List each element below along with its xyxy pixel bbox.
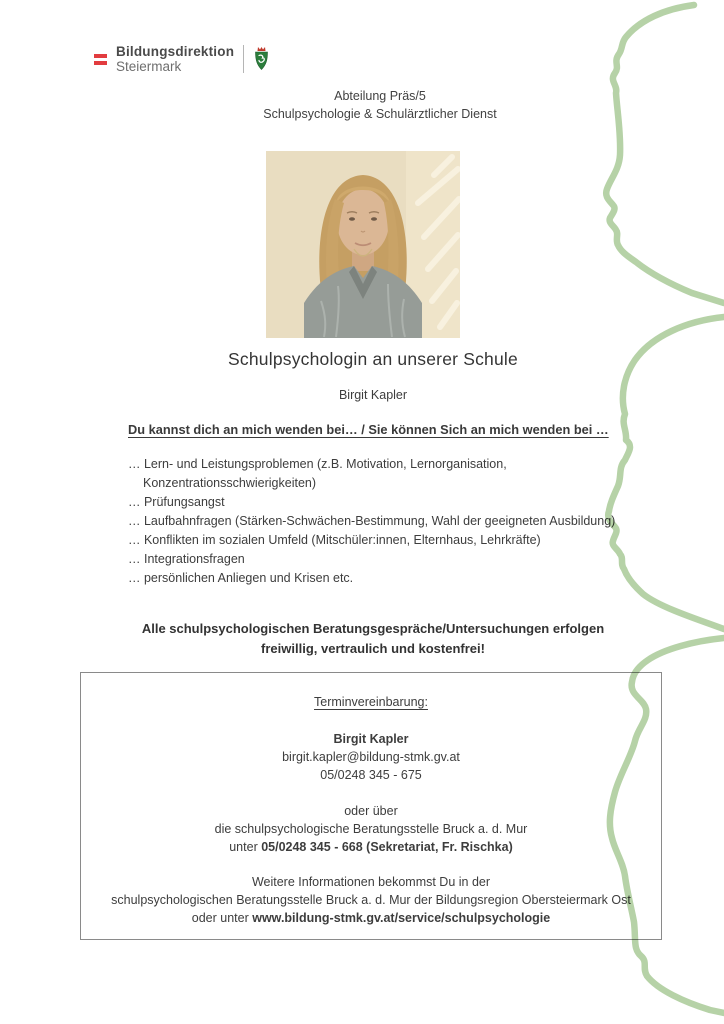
appointment-contact-name: Birgit Kapler	[333, 732, 409, 746]
appointment-phone: 05/0248 345 - 675	[320, 768, 422, 782]
bildungsdirektion-logo	[94, 44, 270, 74]
logo-org-name: Bildungsdirektion	[116, 44, 235, 59]
appointment-alt-phone-line	[81, 838, 661, 856]
topic-item: … Integrationsfragen	[128, 552, 245, 566]
department-line2: Schulpsychologie & Schulärztlicher Dienst	[263, 107, 497, 121]
appointment-info-line2: schulpsychologischen Beratungsstelle Bruck a. d. Mur der Bildungsregion Obersteiermark Ost	[111, 893, 631, 907]
austria-flag-icon	[94, 54, 107, 65]
topic-item: … persönlichen Anliegen und Krisen etc.	[128, 571, 354, 585]
styria-crest-icon	[253, 46, 270, 72]
department-header	[38, 87, 722, 123]
alt-phone-prefix: unter	[229, 840, 262, 854]
page-title: Schulpsychologin an unserer Schule	[228, 349, 518, 369]
appointment-alt-office: die schulpsychologische Beratungsstelle Bruck a. d. Mur	[214, 822, 528, 836]
department-line1: Abteilung Präs/5	[334, 89, 426, 103]
notice-line2: freiwillig, vertraulich und kostenfrei!	[261, 641, 485, 656]
person-name: Birgit Kapler	[338, 388, 408, 402]
topic-item: … Laufbahnfragen (Stärken-Schwächen-Bestimmung, Wahl der geeigneten Ausbildung)	[128, 514, 616, 528]
contact-heading: Du kannst dich an mich wenden bei… / Sie können Sich an mich wenden bei …	[128, 422, 609, 437]
topics-list	[128, 455, 668, 588]
alt-phone-number: 05/0248 345 - 668 (Sekretariat, Fr. Rischka)	[261, 840, 513, 854]
appointment-info-line1: Weitere Informationen bekommst Du in der	[251, 875, 491, 889]
portrait-photo	[266, 151, 460, 338]
appointment-box	[80, 672, 662, 940]
appointment-email: birgit.kapler@bildung-stmk.gv.at	[282, 750, 460, 764]
logo-text	[116, 44, 234, 74]
notice-line1: Alle schulpsychologischen Beratungsgespräche/Untersuchungen erfolgen	[141, 621, 605, 636]
logo-divider	[243, 45, 244, 73]
topic-item: … Konflikten im sozialen Umfeld (Mitschüler:innen, Elternhaus, Lehrkräfte)	[128, 533, 541, 547]
appointment-info-url-line	[81, 909, 661, 927]
logo-region-name: Steiermark	[116, 59, 182, 74]
topic-item: … Prüfungsangst	[128, 495, 225, 509]
appointment-alt-intro: oder über	[344, 804, 398, 818]
info-url: www.bildung-stmk.gv.at/service/schulpsychologie	[252, 911, 551, 925]
info-url-prefix: oder unter	[191, 911, 253, 925]
notice-text	[20, 619, 724, 659]
topic-item: … Lern- und Leistungsproblemen (z.B. Motivation, Lernorganisation, Konzentrationsschwierigkeiten)	[128, 457, 507, 490]
appointment-heading: Terminvereinbarung:	[314, 695, 428, 709]
